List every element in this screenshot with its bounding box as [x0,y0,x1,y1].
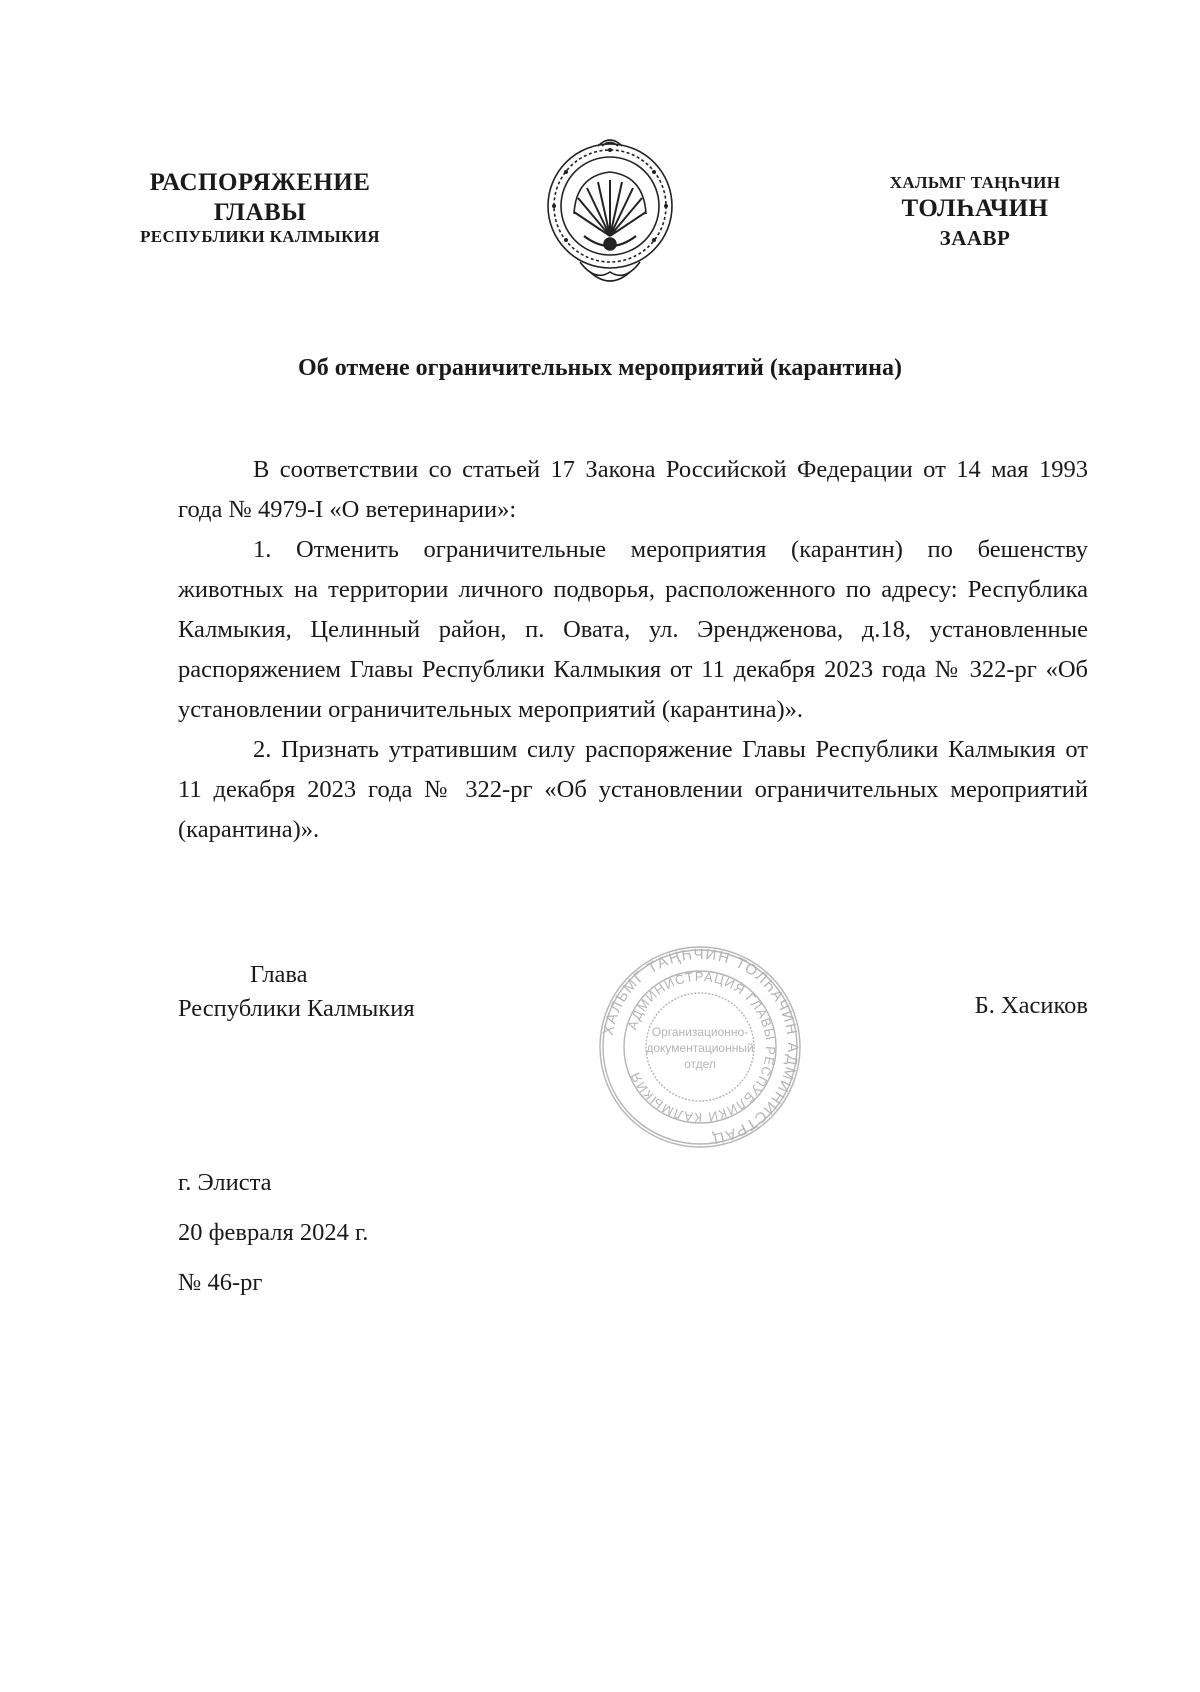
document-body [178,450,1088,850]
header-left-line3: РЕСПУБЛИКИ КАЛМЫКИЯ [140,227,380,246]
header-left-line2: ГЛАВЫ [213,198,307,226]
item-2-paragraph: 2. Признать утратившим силу распоряжение Главы Республики Калмыкия от 11 декабря 2023 года № 322-рг «Об установлении ограничительных мероприятий (карантина)». [178,736,1088,843]
svg-text:отдел: отдел [684,1057,716,1071]
header-right [860,172,1090,251]
item-1-paragraph: 1. Отменить ограничительные мероприятия (карантин) по бешенству животных на территории личного подворья, расположенного по адресу: Республика Калмыкия, Целинный район, п. Овата, ул. Эрендженова, д.18, установленные распоряжением Главы Республики Калмыкия от 11 декабря 2023 года № 322-рг «Об установлении ограничительных мероприятий (карантина)». [178,536,1088,723]
header-right-line3: ЗААВР [939,225,1011,250]
svg-text:АДМИНИСТРАЦИЯ ГЛАВЫ РЕСПУБЛИКИ: АДМИНИСТРАЦИЯ ГЛАВЫ РЕСПУБЛИКИ КАЛМЫКИЯ [624,968,779,1126]
signatory-title-line2: Республики Калмыкия [178,995,415,1022]
svg-text:Организационно-: Организационно- [651,1025,749,1039]
document-number: № 46-рг [178,1269,263,1296]
signatory-name: Б. Хасиков [974,992,1088,1019]
svg-text:ХАЛЬМГ ТАҢҺЧИН ТОЛҺАЧИН АДМИНИ: ХАЛЬМГ ТАҢҺЧИН ТОЛҺАЧИН АДМИНИСТРАЦ [599,945,802,1148]
signatory-title [178,958,415,1026]
document-title: Об отмене ограничительных мероприятий (карантина) [298,355,902,381]
header-right-line2: ТОЛҺАЧИН [901,195,1049,223]
official-stamp-icon [595,942,805,1152]
svg-text:документационный: документационный [646,1041,754,1055]
signatory-title-line1: Глава [250,961,308,988]
document-footer [178,1158,368,1308]
header-right-line1: ХАЛЬМГ ТАҢҺЧИН [889,173,1061,192]
issue-city: г. Элиста [178,1169,272,1196]
preamble-paragraph: В соответствии со статьей 17 Закона Российской Федерации от 14 мая 1993 года № 4979-I «О ветеринарии»: [178,456,1088,523]
header-left [110,168,410,247]
header-left-line1: РАСПОРЯЖЕНИЕ [149,169,371,196]
coat-of-arms-icon [540,132,680,292]
issue-date: 20 февраля 2024 г. [178,1219,369,1246]
